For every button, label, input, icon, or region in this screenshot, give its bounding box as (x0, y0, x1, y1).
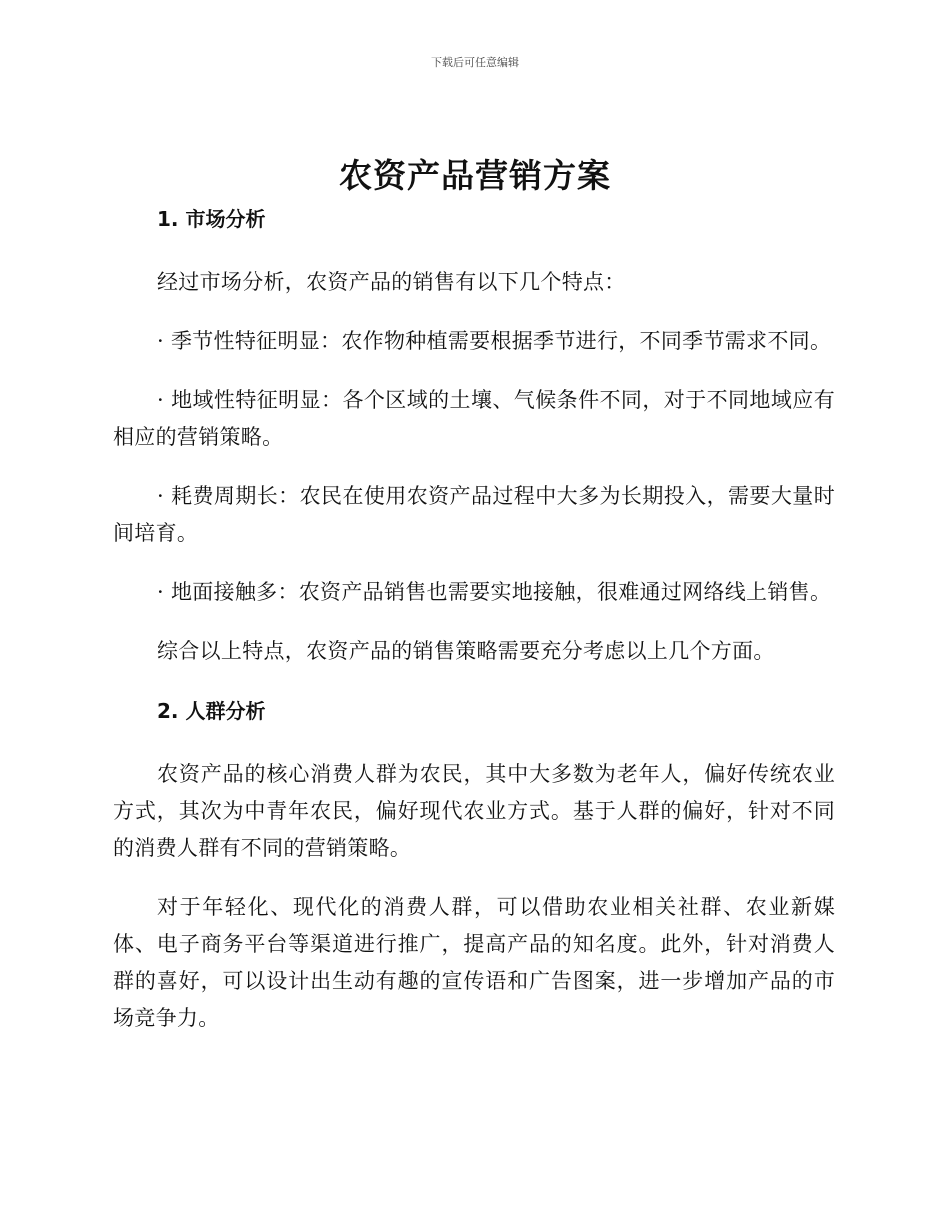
section-audience-analysis (113, 692, 835, 1037)
bullet-paragraph: · 地域性特征明显：各个区域的土壤、气候条件不同，对于不同地域应有相应的营销策略。 (113, 388, 835, 449)
paragraph: 对于年轻化、现代化的消费人群，可以借助农业相关社群、农业新媒体、电子商务平台等渠道进行推广，提高产品的知名度。此外，针对消费人群的喜好，可以设计出生动有趣的宣传语和广告图案，进一步增加产品的市场竞争力。 (113, 895, 835, 1030)
paragraph: 综合以上特点，农资产品的销售策略需要充分考虑以上几个方面。 (157, 639, 775, 663)
page-header-note: 下载后可任意编辑 (431, 56, 519, 69)
section-heading: 1. 市场分析 (157, 207, 266, 231)
document-title: 农资产品营销方案 (339, 156, 611, 195)
bullet-paragraph: · 季节性特征明显：农作物种植需要根据季节进行，不同季节需求不同。 (157, 329, 832, 353)
bullet-paragraph: · 地面接触多：农资产品销售也需要实地接触，很难通过网络线上销售。 (157, 580, 832, 604)
section-heading: 2. 人群分析 (157, 699, 266, 723)
section-market-analysis (113, 200, 835, 670)
document-body (113, 200, 835, 1059)
bullet-paragraph: · 耗费周期长：农民在使用农资产品过程中大多为长期投入，需要大量时间培育。 (113, 484, 835, 545)
paragraph: 农资产品的核心消费人群为农民，其中大多数为老年人，偏好传统农业方式，其次为中青年农民，偏好现代农业方式。基于人群的偏好，针对不同的消费人群有不同的营销策略。 (113, 762, 835, 860)
paragraph: 经过市场分析，农资产品的销售有以下几个特点： (157, 270, 626, 294)
